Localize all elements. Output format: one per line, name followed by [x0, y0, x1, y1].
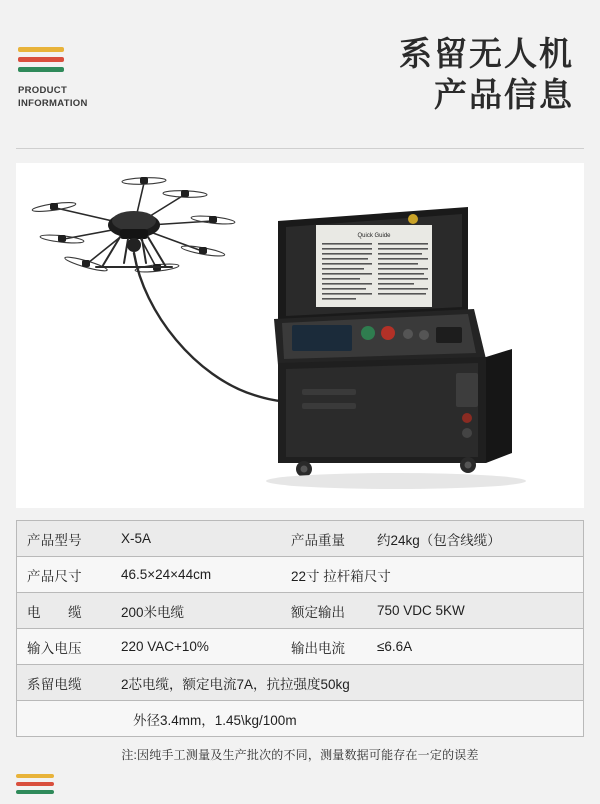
brand-bar-yellow [18, 47, 64, 52]
product-photo-illustration [16, 163, 584, 508]
footer-bar-red [16, 782, 54, 786]
spec-label-tether-cable: 系留电缆 [27, 676, 82, 692]
spec-value-cable: 200米电缆 [121, 604, 185, 620]
spec-label-size: 产品尺寸 [27, 568, 82, 584]
brand-bar-green [18, 67, 64, 72]
brand-block [18, 39, 88, 110]
page-header [0, 0, 600, 148]
measurement-note: 注:因纯手工测量及生产批次的不同，测量数据可能存在一定的误差 [121, 748, 479, 762]
spec-label-rated-output: 额定输出 [291, 604, 345, 620]
footer-bar-yellow [16, 774, 54, 778]
spec-value-tether-cable-2: 外径3.4mm，1.45\kg/100m [133, 712, 297, 728]
table-row [17, 521, 583, 557]
spec-value-size: 46.5×24×44cm [121, 567, 212, 582]
page-title-line2: 产品信息 [434, 76, 574, 113]
spec-label-input-voltage: 输入电压 [27, 640, 82, 656]
footer-bars-icon [16, 774, 54, 794]
product-photo [16, 163, 584, 508]
spec-value-tether-cable: 2芯电缆，额定电流7A，抗拉强度50kg [121, 676, 350, 692]
page-title [399, 33, 578, 115]
header-divider [16, 148, 584, 149]
spec-value-weight: 约24kg（包含线缆） [377, 532, 501, 548]
svg-text:Quick Guide: Quick Guide [357, 233, 391, 239]
spec-label-model: 产品型号 [27, 532, 82, 548]
spec-label-cable: 电 缆 [27, 604, 82, 620]
page-title-line1: 系留无人机 [399, 35, 574, 72]
spec-label-output-current: 输出电流 [291, 640, 345, 656]
spec-value-output-current: ≤6.6A [377, 639, 413, 654]
table-row [17, 665, 583, 701]
spec-value-input-voltage: 220 VAC+10% [121, 639, 209, 654]
brand-bars-icon [18, 47, 88, 72]
table-row [17, 629, 583, 665]
brand-label-information: INFORMATION [18, 97, 88, 109]
spec-value-rated-output: 750 VDC 5KW [377, 603, 465, 618]
table-row [17, 557, 583, 593]
footer-bar-green [16, 790, 54, 794]
brand-label-product: PRODUCT [18, 84, 68, 96]
brand-bar-red [18, 57, 64, 62]
table-row [17, 701, 583, 737]
spec-label-weight: 产品重量 [291, 532, 345, 548]
spec-value-size-note: 22寸 拉杆箱尺寸 [291, 568, 391, 584]
spec-table [16, 520, 584, 737]
table-row [17, 593, 583, 629]
spec-value-model: X-5A [121, 531, 152, 546]
